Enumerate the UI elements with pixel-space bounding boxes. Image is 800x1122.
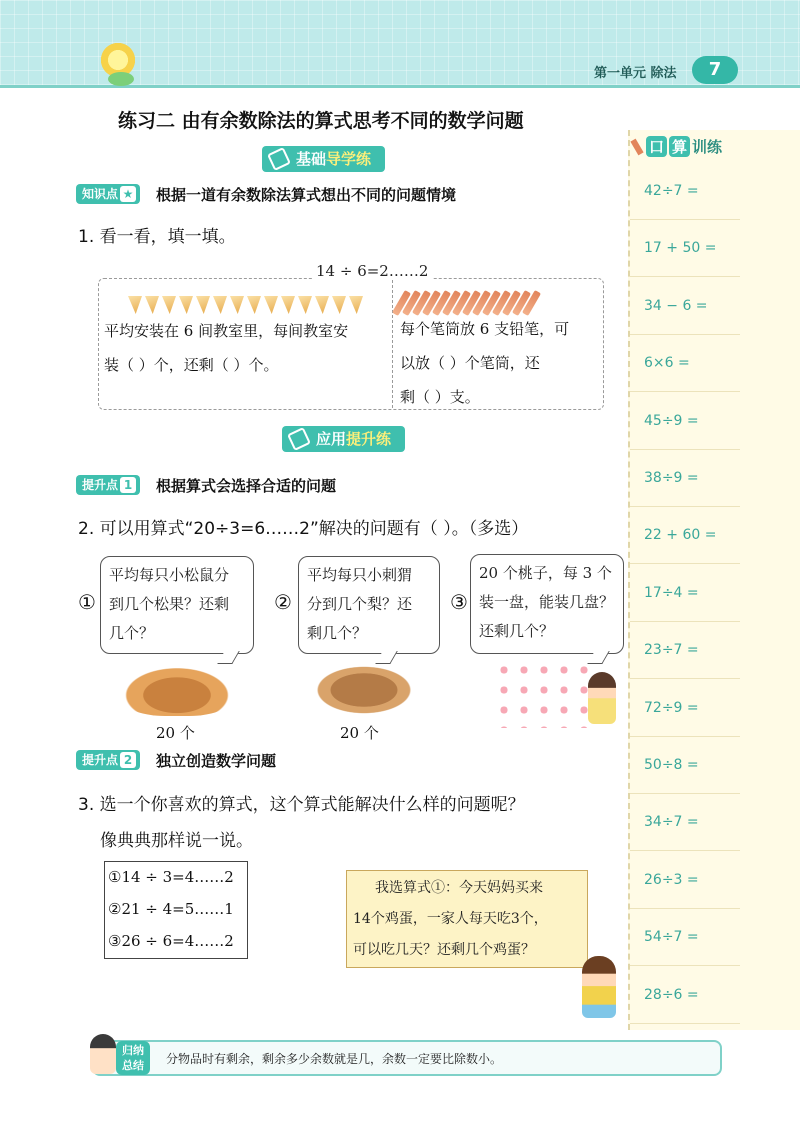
banner-apply [282,426,405,452]
point2-tag [76,750,140,770]
point1-text: 根据算式会选择合适的问题 [156,477,337,495]
q3-stem-line1: 3. 选一个你喜欢的算式，这个算式能解决什么样的问题呢？ [78,795,525,815]
example-line: 我选算式①：今天妈妈买来 [375,880,543,896]
ice-cream-cones-illustration [128,296,363,314]
option-1-line: 平均每只小松鼠分 [109,566,230,584]
peaches-illustration [494,660,594,728]
banner-basic-part2: 导学练 [326,150,372,168]
squirrels-illustration [118,664,236,716]
option-3-bubble [470,554,624,654]
page-number: 7 [692,56,738,84]
option-1-line: 到几个松果？还剩 [109,595,230,613]
point2-text: 独立创造数学问题 [156,752,277,770]
hedgehogs-illustration [312,664,416,716]
option-marker: ③ [450,590,468,614]
exercise-item: 50÷8 = [630,737,740,794]
girl-illustration [588,672,616,724]
exercise-item: 72÷9 = [630,680,740,737]
q1-right-line1: 每个笔筒放 6 支铅笔，可 [400,320,570,338]
option-2-line: 平均每只小刺猬 [307,566,413,584]
star-icon: ★ [120,186,136,202]
exercise-item: 17÷4 = [630,565,740,622]
exercise-item: 45÷9 = [630,393,740,450]
exercise-item: 23÷7 = [630,622,740,679]
q1-equation: 14 ÷ 6=2……2 [312,262,432,280]
exercise-item: 17 + 50 = [630,220,740,277]
summary-tag-line: 归纳 [122,1044,144,1057]
q3-stem-line2: 像典典那样说一说。 [100,831,253,851]
option-3-line: 还剩几个？ [479,622,555,640]
ruler-icon [287,427,311,451]
q2-stem: 2. 可以用算式“20÷3=6……2”解决的问题有（ ）。（多选） [78,519,529,539]
q1-stem: 1. 看一看，填一填。 [78,227,236,247]
title-rest: 训练 [692,138,723,156]
title-char: 算 [669,136,690,157]
q1-right-line3: 剩（ ）支。 [400,388,480,406]
knowledge-point-label: 知识点 [82,187,119,201]
option-2-line: 分到几个梨？还 [307,595,413,613]
summary-tag [116,1041,150,1075]
exercise-item: 34÷7 = [630,794,740,851]
option-marker: ① [78,590,96,614]
exercise-item: 26÷3 = [630,852,740,909]
knowledge-point-tag [76,184,140,204]
equation-1: ①14 ÷ 3=4……2 [108,868,234,886]
exercise-item: 6×6 = [630,335,740,392]
banner-apply-part2: 提升练 [346,430,392,448]
page-title: 练习二 由有余数除法的算式思考不同的数学问题 [118,110,524,132]
banner-basic-part1: 基础 [296,150,327,168]
exercise-item: 38÷9 = [630,450,740,507]
option-2-count: 20 个 [340,724,379,742]
child-illustration [90,1034,116,1074]
q1-left-line2: 装（ ）个，还剩（ ）个。 [104,356,279,374]
summary-tag-line: 总结 [122,1059,144,1072]
exercise-item: 54÷7 = [630,909,740,966]
equation-2: ②21 ÷ 4=5……1 [108,900,234,918]
example-line: 14个鸡蛋，一家人每天吃3个， [353,911,548,927]
option-marker: ② [274,590,292,614]
q1-divider [392,280,393,408]
example-answer-box [346,870,588,968]
leaf-icon [108,72,134,86]
q1-left-line1: 平均安装在 6 间教室里，每间教室安 [104,322,349,340]
point2-label: 提升点 [82,753,119,767]
exercise-item: 34 − 6 = [630,278,740,335]
option-3-line: 装一盘，能装几盘？ [479,593,615,611]
unit-label: 第一单元 除法 [594,66,677,81]
title-char: 口 [646,136,667,157]
banner-apply-part1: 应用 [316,430,347,448]
exercise-item: 42÷7 = [630,163,740,220]
point2-num: 2 [120,752,136,768]
summary-text: 分物品时有剩余，剩余多少余数就是几，余数一定要比除数小。 [166,1052,503,1066]
mental-math-title [634,136,722,157]
banner-basic [262,146,385,172]
point1-tag [76,475,140,495]
option-2-bubble [298,556,440,654]
option-1-bubble [100,556,254,654]
example-line: 可以吃几天？还剩几个鸡蛋？ [353,942,535,958]
ruler-icon [267,147,291,171]
option-2-line: 剩几个？ [307,624,368,642]
point1-num: 1 [120,477,136,493]
equation-3: ③26 ÷ 6=4……2 [108,932,234,950]
q1-right-line2: 以放（ ）个笔筒，还 [400,354,540,372]
boy-illustration [582,956,616,1018]
exercise-item: 22 + 60 = [630,507,740,564]
knowledge-point-text: 根据一道有余数除法算式想出不同的问题情境 [156,186,457,204]
option-1-count: 20 个 [156,724,195,742]
option-3-line: 20 个桃子，每 3 个 [479,564,612,582]
option-1-line: 几个？ [109,624,155,642]
point1-label: 提升点 [82,478,119,492]
exercise-item: 28÷6 = [630,967,740,1024]
